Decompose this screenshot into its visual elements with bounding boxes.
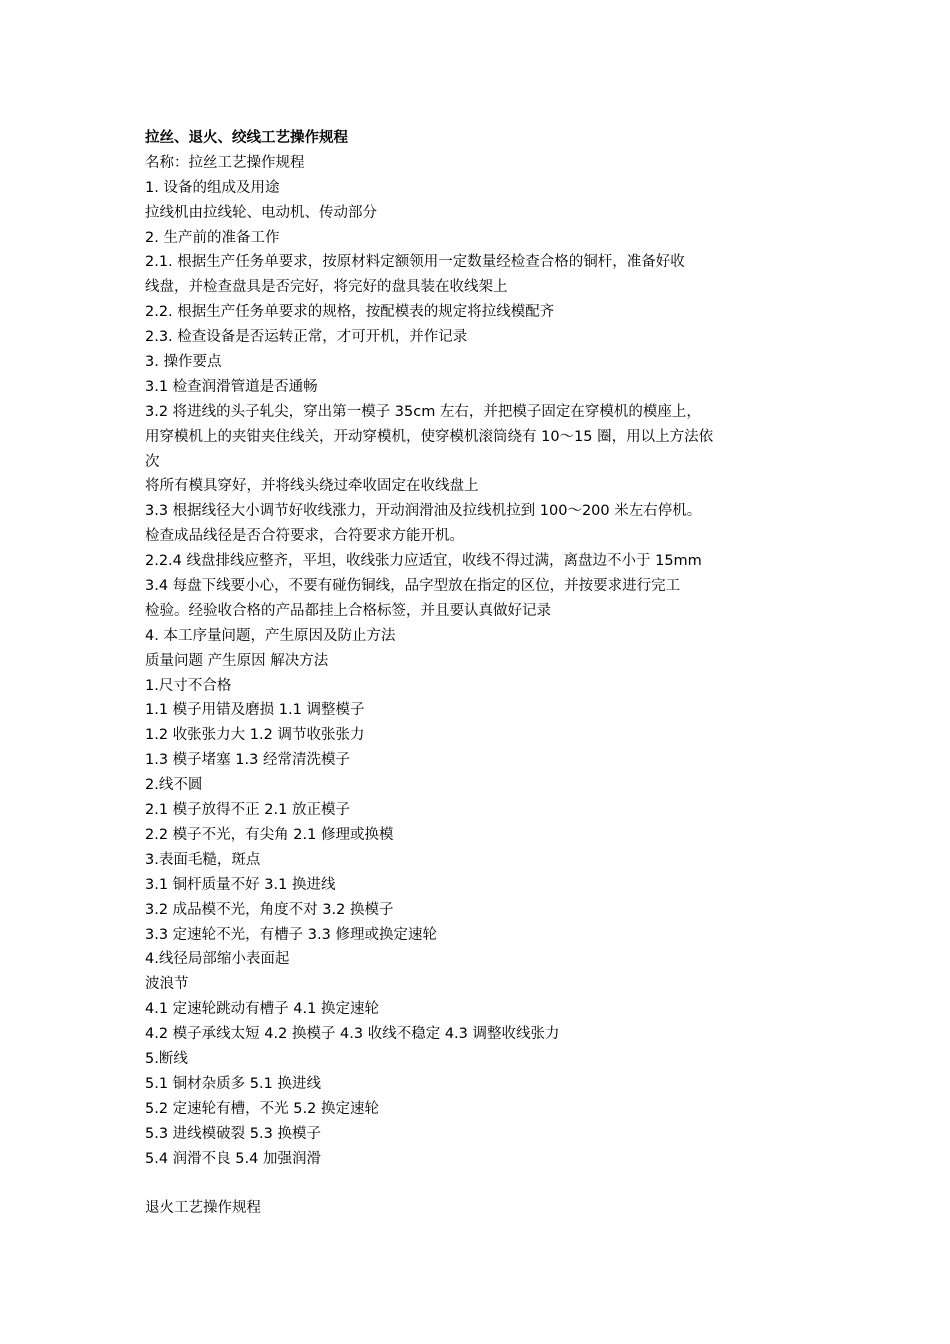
text-line: 4.线径局部缩小表面起 bbox=[145, 951, 290, 968]
text-line: 质量问题 产生原因 解决方法 bbox=[145, 652, 329, 669]
text-line: 2.3. 检查设备是否运转正常，才可开机，并作记录 bbox=[145, 329, 468, 346]
text-line: 1.2 收张张力大 1.2 调节收张张力 bbox=[145, 727, 365, 744]
text-line: 4.2 模子承线太短 4.2 换模子 4.3 收线不稳定 4.3 调整收线张力 bbox=[145, 1026, 560, 1043]
body-text-block bbox=[145, 151, 825, 1172]
text-line: 2.2.4 线盘排线应整齐，平坦，收线张力应适宜，收线不得过满，离盘边不小于 15mm bbox=[145, 553, 702, 570]
text-line: 5.2 定速轮有槽，不光 5.2 换定速轮 bbox=[145, 1100, 379, 1117]
text-line: 3.4 每盘下线要小心，不要有碰伤铜线，品字型放在指定的区位，并按要求进行完工 bbox=[145, 578, 681, 595]
text-line: 3.表面毛糙，斑点 bbox=[145, 851, 261, 868]
text-line: 将所有模具穿好，并将线头绕过牵收固定在收线盘上 bbox=[145, 478, 479, 495]
text-line: 5.3 进线模破裂 5.3 换模子 bbox=[145, 1125, 321, 1142]
section-heading-block bbox=[145, 1196, 825, 1221]
text-line: 2.1. 根据生产任务单要求，按原材料定额领用一定数量经检查合格的铜杆，准备好收 bbox=[145, 254, 685, 271]
text-line: 退火工艺操作规程 bbox=[145, 1200, 261, 1217]
text-line: 5.1 铜材杂质多 5.1 换进线 bbox=[145, 1075, 321, 1092]
text-line: 4.1 定速轮跳动有槽子 4.1 换定速轮 bbox=[145, 1001, 379, 1018]
text-line: 线盘，并检查盘具是否完好，将完好的盘具装在收线架上 bbox=[145, 279, 508, 296]
text-line: 3.2 成品模不光，角度不对 3.2 换模子 bbox=[145, 901, 394, 918]
document-title: 拉丝、退火、绞线工艺操作规程 bbox=[145, 130, 348, 146]
text-line: 1.3 模子堵塞 1.3 经常清洗模子 bbox=[145, 752, 350, 769]
text-line: 1.1 模子用错及磨损 1.1 调整模子 bbox=[145, 702, 365, 719]
paragraph-gap bbox=[145, 1171, 825, 1196]
text-line: 2. 生产前的准备工作 bbox=[145, 229, 280, 246]
text-line: 2.线不圆 bbox=[145, 777, 203, 794]
text-line: 拉线机由拉线轮、电动机、传动部分 bbox=[145, 204, 377, 221]
document-body bbox=[145, 126, 825, 1221]
text-line: 检查成品线径是否合符要求，合符要求方能开机。 bbox=[145, 528, 464, 545]
text-line: 2.1 模子放得不正 2.1 放正模子 bbox=[145, 802, 350, 819]
text-line: 名称：拉丝工艺操作规程 bbox=[145, 154, 305, 171]
text-line: 3.2 将进线的头子轧尖，穿出第一模子 35cm 左右，并把模子固定在穿模机的模座上， bbox=[145, 403, 701, 420]
text-line: 1. 设备的组成及用途 bbox=[145, 179, 280, 196]
text-line: 3. 操作要点 bbox=[145, 354, 222, 371]
text-line: 1.尺寸不合格 bbox=[145, 677, 232, 694]
text-line: 波浪节 bbox=[145, 976, 189, 993]
text-line: 2.2. 根据生产任务单要求的规格，按配模表的规定将拉线模配齐 bbox=[145, 304, 555, 321]
text-line: 5.断线 bbox=[145, 1050, 188, 1067]
text-line: 用穿模机上的夹钳夹住线关，开动穿模机，使穿模机滚筒绕有 10～15 圈，用以上方法依 bbox=[145, 428, 714, 445]
text-line: 检验。经验收合格的产品都挂上合格标签，并且要认真做好记录 bbox=[145, 602, 551, 619]
text-line: 2.2 模子不光，有尖角 2.1 修理或换模 bbox=[145, 826, 394, 843]
text-line: 5.4 润滑不良 5.4 加强润滑 bbox=[145, 1150, 321, 1167]
text-line: 4. 本工序量问题，产生原因及防止方法 bbox=[145, 627, 396, 644]
text-line: 3.3 定速轮不光，有槽子 3.3 修理或换定速轮 bbox=[145, 926, 437, 943]
text-line: 3.1 检查润滑管道是否通畅 bbox=[145, 378, 318, 395]
text-line: 次 bbox=[145, 453, 160, 470]
text-line: 3.1 铜杆质量不好 3.1 换进线 bbox=[145, 876, 336, 893]
text-line: 3.3 根据线径大小调节好收线涨力，开动润滑油及拉线机拉到 100～200 米左右停机。 bbox=[145, 503, 702, 520]
